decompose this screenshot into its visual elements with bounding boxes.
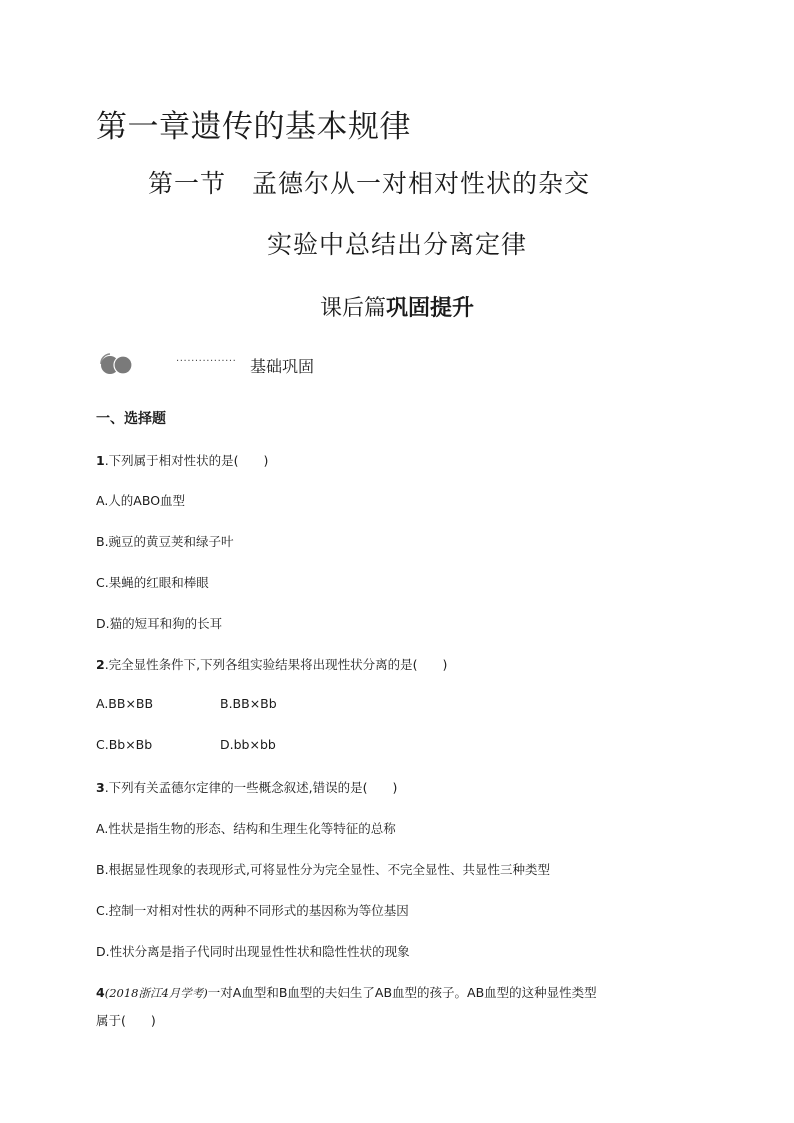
- double-circle-icon: [97, 350, 137, 376]
- question-2-option-d: D.bb×bb: [220, 737, 276, 752]
- question-1-stem: 1.下列属于相对性状的是( ): [96, 453, 269, 468]
- subtitle-normal: 课后篇: [319, 296, 386, 321]
- question-1-option-d: D.猫的短耳和狗的长耳: [96, 616, 223, 631]
- question-3-option-a: A.性状是指生物的形态、结构和生理生化等特征的总称: [96, 821, 396, 836]
- question-2-stem: 2.完全显性条件下,下列各组实验结果将出现性状分离的是( ): [96, 657, 448, 672]
- section-title-line2: 实验中总结出分离定律: [266, 230, 527, 259]
- question-2-option-b: B.BB×Bb: [220, 696, 277, 711]
- question-1-option-c: C.果蝇的红眼和棒眼: [96, 575, 209, 590]
- question-3-option-c: C.控制一对相对性状的两种不同形式的基因称为等位基因: [96, 903, 409, 918]
- section-title-line1: 第一节 孟德尔从一对相对性状的杂交: [148, 169, 591, 198]
- question-3-stem: 3.下列有关孟德尔定律的一些概念叙述,错误的是( ): [96, 780, 398, 795]
- question-4-stem-continued: 属于( ): [96, 1013, 156, 1028]
- question-2-option-c: C.Bb×Bb: [96, 737, 153, 752]
- question-1-option-a: A.人的ABO血型: [96, 493, 186, 508]
- question-2-option-a: A.BB×BB: [96, 696, 154, 711]
- part-title: 一、选择题: [96, 411, 166, 427]
- subtitle: [0, 291, 794, 322]
- section-badge-label: 基础巩固: [250, 357, 315, 376]
- chapter-title: 第一章遗传的基本规律: [96, 109, 411, 145]
- question-1-option-b: B.豌豆的黄豆荚和绿子叶: [96, 534, 234, 549]
- question-3-option-d: D.性状分离是指子代同时出现显性性状和隐性性状的现象: [96, 944, 410, 959]
- subtitle-bold: 巩固提升: [386, 296, 475, 321]
- dotted-leader: ················: [176, 356, 237, 367]
- question-3-option-b: B.根据显性现象的表现形式,可将显性分为完全显性、不完全显性、共显性三种类型: [96, 862, 551, 877]
- question-4-stem: 4(2018浙江4月学考)一对A血型和B血型的夫妇生了AB血型的孩子。AB血型的这种显性类型: [96, 985, 597, 1000]
- question-4-source-note: (2018浙江4月学考): [104, 986, 208, 1000]
